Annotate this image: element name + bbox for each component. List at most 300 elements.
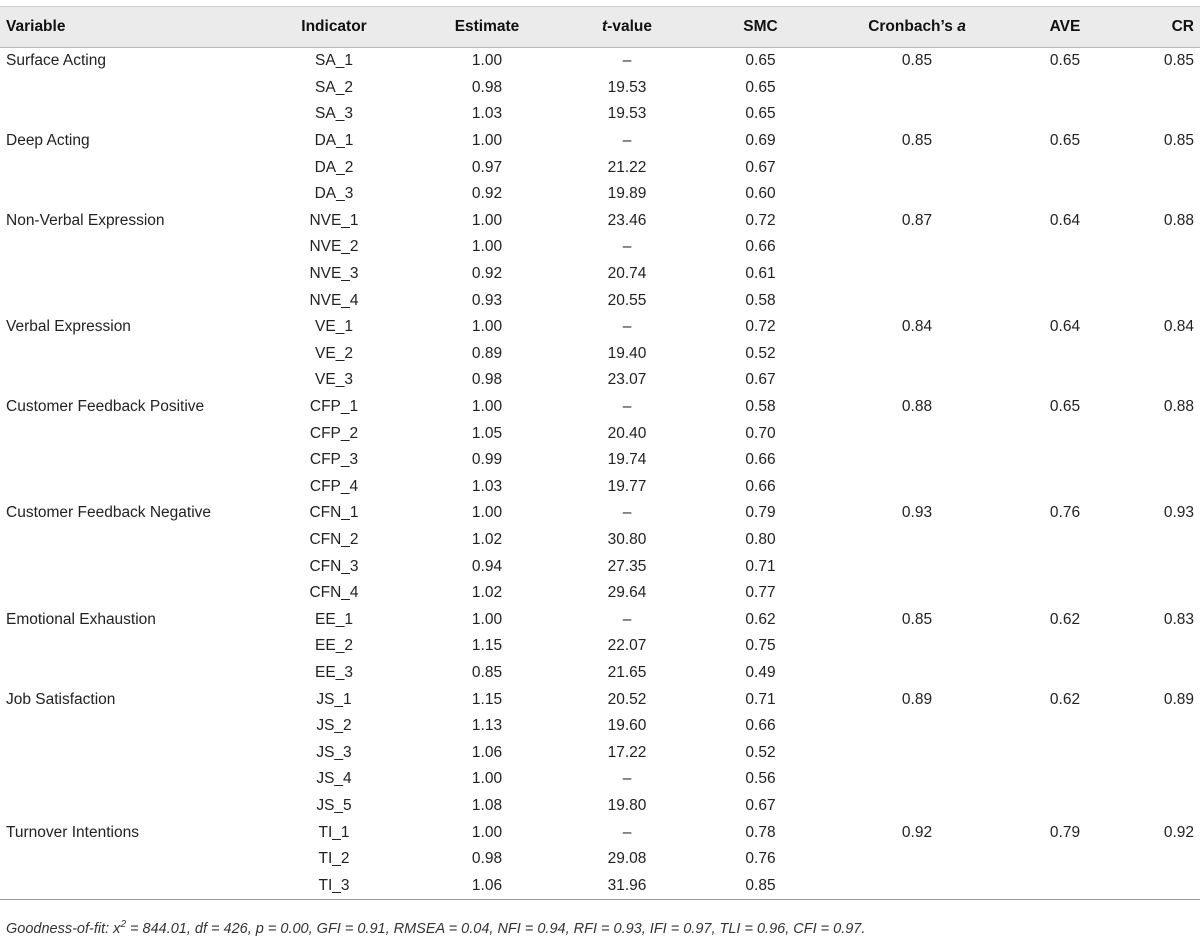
- t-value-cell: –: [622, 238, 632, 256]
- ave-cell: [1021, 633, 1109, 660]
- variable-cell: [0, 580, 240, 607]
- table-row: [0, 527, 1200, 554]
- cr-cell: [1109, 527, 1200, 554]
- header-cr: CR: [1109, 7, 1200, 48]
- variable-cell: [0, 633, 240, 660]
- ave-cell: [1021, 341, 1109, 368]
- alpha-cell: [813, 713, 1021, 740]
- table-row: [0, 686, 1200, 713]
- ave-cell: [1021, 234, 1109, 261]
- header-alpha-symbol: a: [957, 18, 966, 35]
- table-body: [0, 48, 1200, 900]
- indicator-cell: JS_4: [316, 770, 352, 788]
- variable-cell: [0, 739, 240, 766]
- t-value-cell: –: [622, 770, 632, 788]
- variable-cell: Customer Feedback Negative: [6, 504, 212, 522]
- estimate-cell: 1.00: [471, 318, 503, 336]
- ave-cell: 0.79: [1049, 823, 1081, 841]
- ave-cell: [1021, 660, 1109, 687]
- ave-cell: 0.76: [1049, 504, 1081, 522]
- smc-cell: 0.58: [745, 291, 776, 309]
- table-row: [0, 793, 1200, 820]
- smc-cell: 0.61: [745, 265, 776, 283]
- cr-cell: 0.89: [1163, 690, 1194, 708]
- cr-cell: 0.93: [1163, 504, 1194, 522]
- variable-cell: [0, 660, 240, 687]
- ave-cell: 0.64: [1049, 211, 1081, 229]
- cr-cell: 0.85: [1163, 132, 1194, 150]
- cr-cell: [1109, 766, 1200, 793]
- variable-cell: [0, 154, 240, 181]
- table-row: [0, 420, 1200, 447]
- estimate-cell: 0.92: [471, 265, 503, 283]
- indicator-cell: CFP_4: [309, 477, 359, 495]
- cr-cell: [1109, 846, 1200, 873]
- variable-cell: Customer Feedback Positive: [6, 398, 205, 416]
- variable-cell: [0, 75, 240, 102]
- ave-cell: [1021, 580, 1109, 607]
- ave-cell: [1021, 181, 1109, 208]
- t-value-cell: 19.74: [607, 451, 647, 469]
- indicator-cell: JS_3: [316, 743, 352, 761]
- table-row: [0, 75, 1200, 102]
- variable-cell: [0, 181, 240, 208]
- t-value-cell: –: [622, 823, 632, 841]
- indicator-cell: DA_2: [314, 158, 354, 176]
- ave-cell: [1021, 527, 1109, 554]
- smc-cell: 0.67: [745, 158, 776, 176]
- estimate-cell: 1.00: [471, 211, 503, 229]
- estimate-cell: 1.03: [471, 477, 503, 495]
- cr-cell: [1109, 713, 1200, 740]
- estimate-cell: 1.13: [471, 717, 503, 735]
- smc-cell: 0.80: [745, 530, 776, 548]
- alpha-cell: 0.92: [901, 823, 933, 841]
- estimate-cell: 1.00: [471, 398, 503, 416]
- alpha-cell: [813, 553, 1021, 580]
- estimate-cell: 0.89: [471, 344, 503, 362]
- table-row: [0, 660, 1200, 687]
- estimate-cell: 1.02: [471, 530, 503, 548]
- smc-cell: 0.75: [745, 637, 776, 655]
- header-smc: SMC: [708, 7, 813, 48]
- alpha-cell: 0.88: [901, 398, 933, 416]
- alpha-cell: [813, 846, 1021, 873]
- estimate-cell: 1.00: [471, 770, 503, 788]
- ave-cell: 0.62: [1049, 610, 1081, 628]
- t-value-cell: 19.60: [607, 717, 647, 735]
- cr-cell: [1109, 553, 1200, 580]
- table-row: [0, 287, 1200, 314]
- indicator-cell: CFN_1: [309, 504, 359, 522]
- smc-cell: 0.62: [745, 610, 776, 628]
- alpha-cell: [813, 527, 1021, 554]
- smc-cell: 0.67: [745, 371, 776, 389]
- alpha-cell: [813, 447, 1021, 474]
- cr-cell: [1109, 739, 1200, 766]
- indicator-cell: SA_2: [315, 78, 353, 96]
- t-value-cell: 23.46: [607, 211, 647, 229]
- indicator-cell: CFP_2: [309, 424, 359, 442]
- footnote-rest: = 844.01, df = 426, p = 0.00, GFI = 0.91, RMSEA = 0.04, NFI = 0.94, RFI = 0.93, IFI = 0.97, TLI = 0.96, CFI = 0.97.: [126, 920, 866, 937]
- smc-cell: 0.66: [745, 238, 776, 256]
- table-row: [0, 553, 1200, 580]
- cr-cell: [1109, 367, 1200, 394]
- alpha-cell: 0.85: [901, 132, 933, 150]
- indicator-cell: CFP_1: [309, 398, 359, 416]
- variable-cell: [0, 793, 240, 820]
- estimate-cell: 1.15: [471, 690, 503, 708]
- t-value-cell: 19.53: [607, 105, 647, 123]
- t-value-cell: 27.35: [607, 557, 647, 575]
- table-row: [0, 713, 1200, 740]
- smc-cell: 0.60: [745, 185, 776, 203]
- table-row: [0, 633, 1200, 660]
- cr-cell: [1109, 154, 1200, 181]
- estimate-cell: 1.06: [428, 872, 546, 899]
- t-value-cell: 19.77: [607, 477, 647, 495]
- smc-cell: 0.66: [745, 477, 776, 495]
- indicator-cell: JS_2: [316, 717, 352, 735]
- estimate-cell: 1.06: [471, 743, 503, 761]
- cr-cell: [1109, 420, 1200, 447]
- cr-cell: [1109, 261, 1200, 288]
- alpha-cell: [813, 739, 1021, 766]
- ave-cell: [1021, 101, 1109, 128]
- estimate-cell: 0.97: [471, 158, 503, 176]
- ave-cell: [1021, 367, 1109, 394]
- estimate-cell: 0.98: [471, 78, 503, 96]
- table-row: [0, 739, 1200, 766]
- indicator-cell: DA_1: [314, 132, 354, 150]
- cr-cell: [1109, 234, 1200, 261]
- t-value-cell: 29.64: [607, 584, 647, 602]
- t-value-cell: 19.53: [607, 78, 647, 96]
- smc-cell: 0.78: [745, 823, 776, 841]
- variable-cell: [0, 527, 240, 554]
- t-value-cell: 30.80: [607, 530, 647, 548]
- table-row: [0, 394, 1200, 421]
- table-row: [0, 208, 1200, 235]
- variable-cell: [0, 234, 240, 261]
- ave-cell: [1021, 872, 1109, 899]
- cr-cell: [1109, 633, 1200, 660]
- variable-cell: [0, 367, 240, 394]
- smc-cell: 0.56: [745, 770, 776, 788]
- indicator-cell: VE_2: [315, 344, 353, 362]
- indicator-cell: VE_3: [315, 371, 353, 389]
- header-t-value: [546, 7, 708, 48]
- ave-cell: [1021, 553, 1109, 580]
- ave-cell: 0.65: [1049, 132, 1081, 150]
- table-row: [0, 367, 1200, 394]
- smc-cell: 0.69: [745, 132, 776, 150]
- cr-cell: [1109, 101, 1200, 128]
- variable-cell: [0, 287, 240, 314]
- estimate-cell: 1.00: [471, 823, 503, 841]
- table-row: [0, 314, 1200, 341]
- table-row: [0, 181, 1200, 208]
- footnote-prefix: Goodness-of-fit: x: [6, 920, 121, 937]
- variable-cell: [0, 261, 240, 288]
- alpha-cell: [813, 341, 1021, 368]
- cr-cell: [1109, 181, 1200, 208]
- ave-cell: [1021, 154, 1109, 181]
- indicator-cell: JS_1: [316, 690, 352, 708]
- smc-cell: 0.72: [745, 211, 776, 229]
- smc-cell: 0.52: [745, 743, 776, 761]
- table-row: [0, 341, 1200, 368]
- footnote-sup: 2: [120, 919, 126, 930]
- ave-cell: [1021, 261, 1109, 288]
- alpha-cell: 0.85: [901, 52, 933, 70]
- alpha-cell: [813, 660, 1021, 687]
- estimate-cell: 0.92: [471, 185, 503, 203]
- alpha-cell: 0.89: [901, 690, 933, 708]
- alpha-cell: [813, 420, 1021, 447]
- indicator-cell: EE_3: [315, 663, 353, 681]
- measurement-model-table: [0, 6, 1200, 900]
- estimate-cell: 1.00: [471, 52, 503, 70]
- t-value-cell: –: [622, 504, 632, 522]
- estimate-cell: 0.98: [471, 850, 503, 868]
- ave-cell: [1021, 713, 1109, 740]
- alpha-cell: [813, 367, 1021, 394]
- indicator-cell: NVE_2: [309, 238, 359, 256]
- indicator-cell: CFP_3: [309, 451, 359, 469]
- estimate-cell: 1.03: [471, 105, 503, 123]
- t-value-cell: 20.74: [607, 265, 647, 283]
- table-row: [0, 447, 1200, 474]
- ave-cell: [1021, 75, 1109, 102]
- t-value-cell: –: [622, 398, 632, 416]
- cr-cell: 0.85: [1163, 52, 1194, 70]
- variable-cell: Verbal Expression: [6, 318, 131, 336]
- ave-cell: [1021, 447, 1109, 474]
- cr-cell: 0.84: [1163, 318, 1194, 336]
- indicator-cell: NVE_3: [309, 265, 359, 283]
- t-value-cell: 23.07: [607, 371, 647, 389]
- indicator-cell: SA_1: [315, 52, 353, 70]
- alpha-cell: [813, 261, 1021, 288]
- ave-cell: [1021, 474, 1109, 501]
- indicator-cell: NVE_4: [309, 291, 359, 309]
- indicator-cell: EE_2: [315, 637, 353, 655]
- t-value-cell: 20.55: [607, 291, 647, 309]
- smc-cell: 0.58: [745, 398, 776, 416]
- indicator-cell: EE_1: [315, 610, 353, 628]
- smc-cell: 0.65: [745, 105, 776, 123]
- estimate-cell: 1.00: [471, 504, 503, 522]
- header-variable: Variable: [0, 7, 240, 48]
- indicator-cell: DA_3: [314, 185, 354, 203]
- estimate-cell: 1.00: [471, 610, 503, 628]
- smc-cell: 0.85: [708, 872, 813, 899]
- variable-cell: Non-Verbal Expression: [6, 211, 165, 229]
- table-row: [0, 500, 1200, 527]
- smc-cell: 0.66: [745, 717, 776, 735]
- alpha-cell: [813, 872, 1021, 899]
- ave-cell: [1021, 420, 1109, 447]
- header-alpha-text: Cronbach’s: [868, 18, 958, 35]
- estimate-cell: 1.00: [471, 132, 503, 150]
- ave-cell: 0.64: [1049, 318, 1081, 336]
- alpha-cell: 0.85: [901, 610, 933, 628]
- t-value-cell: 20.52: [607, 690, 647, 708]
- table-row: [0, 819, 1200, 846]
- alpha-cell: 0.84: [901, 318, 933, 336]
- t-value-cell: 19.40: [607, 344, 647, 362]
- alpha-cell: [813, 793, 1021, 820]
- cr-cell: [1109, 660, 1200, 687]
- t-value-cell: –: [622, 610, 632, 628]
- smc-cell: 0.71: [745, 690, 776, 708]
- ave-cell: [1021, 846, 1109, 873]
- t-value-cell: –: [622, 52, 632, 70]
- alpha-cell: 0.87: [901, 211, 933, 229]
- cr-cell: 0.88: [1163, 398, 1194, 416]
- smc-cell: 0.79: [745, 504, 776, 522]
- variable-cell: [0, 447, 240, 474]
- cr-cell: [1109, 580, 1200, 607]
- variable-cell: Deep Acting: [6, 132, 90, 150]
- smc-cell: 0.49: [745, 663, 776, 681]
- variable-cell: [0, 553, 240, 580]
- indicator-cell: CFN_2: [309, 530, 359, 548]
- smc-cell: 0.71: [745, 557, 776, 575]
- table-row: [0, 261, 1200, 288]
- t-value-cell: 31.96: [546, 872, 708, 899]
- table-row: [0, 766, 1200, 793]
- smc-cell: 0.65: [745, 52, 776, 70]
- t-value-cell: 21.22: [607, 158, 647, 176]
- estimate-cell: 0.85: [471, 663, 503, 681]
- table-row: [0, 474, 1200, 501]
- variable-cell: [0, 474, 240, 501]
- alpha-cell: [813, 101, 1021, 128]
- estimate-cell: 0.94: [471, 557, 503, 575]
- goodness-of-fit-footnote: [6, 919, 865, 937]
- ave-cell: [1021, 739, 1109, 766]
- smc-cell: 0.66: [745, 451, 776, 469]
- indicator-cell: CFN_4: [309, 584, 359, 602]
- t-value-cell: 22.07: [607, 637, 647, 655]
- header-indicator: Indicator: [240, 7, 428, 48]
- alpha-cell: 0.93: [901, 504, 933, 522]
- variable-cell: Emotional Exhaustion: [6, 610, 156, 628]
- cr-cell: [1109, 287, 1200, 314]
- estimate-cell: 1.08: [471, 796, 503, 814]
- t-value-cell: 17.22: [607, 743, 647, 761]
- alpha-cell: [813, 474, 1021, 501]
- alpha-cell: [813, 154, 1021, 181]
- estimate-cell: 0.98: [471, 371, 503, 389]
- indicator-cell: VE_1: [315, 318, 353, 336]
- t-value-cell: 19.80: [607, 796, 647, 814]
- smc-cell: 0.77: [745, 584, 776, 602]
- ave-cell: [1021, 287, 1109, 314]
- smc-cell: 0.52: [745, 344, 776, 362]
- estimate-cell: 1.02: [471, 584, 503, 602]
- variable-cell: Surface Acting: [6, 52, 106, 70]
- indicator-cell: TI_2: [318, 850, 350, 868]
- header-row: [0, 7, 1200, 48]
- smc-cell: 0.72: [745, 318, 776, 336]
- smc-cell: 0.67: [745, 796, 776, 814]
- header-t-rest: -value: [607, 18, 652, 35]
- table-row: [0, 101, 1200, 128]
- table-row: [0, 580, 1200, 607]
- cr-cell: 0.83: [1163, 610, 1194, 628]
- variable-cell: [0, 846, 240, 873]
- table-row: [0, 606, 1200, 633]
- ave-cell: 0.65: [1049, 52, 1081, 70]
- table-row: [0, 872, 1200, 899]
- indicator-cell: TI_1: [318, 823, 350, 841]
- t-value-cell: 21.65: [607, 663, 647, 681]
- variable-cell: [0, 713, 240, 740]
- t-value-cell: 19.89: [607, 185, 647, 203]
- alpha-cell: [813, 75, 1021, 102]
- variable-cell: [0, 101, 240, 128]
- smc-cell: 0.76: [745, 850, 776, 868]
- alpha-cell: [813, 580, 1021, 607]
- cr-cell: [1109, 793, 1200, 820]
- indicator-cell: SA_3: [315, 105, 353, 123]
- cr-cell: [1109, 75, 1200, 102]
- table-row: [0, 154, 1200, 181]
- header-estimate: Estimate: [428, 7, 546, 48]
- estimate-cell: 1.00: [471, 238, 503, 256]
- header-t-italic: t: [602, 18, 608, 35]
- variable-cell: [0, 420, 240, 447]
- indicator-cell: NVE_1: [309, 211, 359, 229]
- t-value-cell: –: [622, 318, 632, 336]
- t-value-cell: 29.08: [607, 850, 647, 868]
- header-cronbach-alpha: [813, 7, 1021, 48]
- estimate-cell: 0.99: [471, 451, 503, 469]
- estimate-cell: 1.05: [471, 424, 503, 442]
- ave-cell: [1021, 766, 1109, 793]
- variable-cell: [0, 341, 240, 368]
- variable-cell: [0, 872, 240, 899]
- alpha-cell: [813, 766, 1021, 793]
- alpha-cell: [813, 234, 1021, 261]
- t-value-cell: –: [622, 132, 632, 150]
- variable-cell: [0, 766, 240, 793]
- t-value-cell: 20.40: [607, 424, 647, 442]
- smc-cell: 0.70: [745, 424, 776, 442]
- estimate-cell: 1.15: [471, 637, 503, 655]
- cr-cell: 0.92: [1163, 823, 1194, 841]
- variable-cell: Turnover Intentions: [6, 823, 139, 841]
- table-row: [0, 234, 1200, 261]
- table-row: [0, 128, 1200, 155]
- smc-cell: 0.65: [745, 78, 776, 96]
- alpha-cell: [813, 181, 1021, 208]
- ave-cell: 0.62: [1049, 690, 1081, 708]
- alpha-cell: [813, 633, 1021, 660]
- table-row: [0, 48, 1200, 75]
- variable-cell: Job Satisfaction: [6, 690, 116, 708]
- header-ave: AVE: [1021, 7, 1109, 48]
- ave-cell: [1021, 793, 1109, 820]
- cr-cell: 0.88: [1163, 211, 1194, 229]
- cr-cell: [1109, 474, 1200, 501]
- indicator-cell: JS_5: [316, 796, 352, 814]
- indicator-cell: CFN_3: [309, 557, 359, 575]
- cr-cell: [1109, 341, 1200, 368]
